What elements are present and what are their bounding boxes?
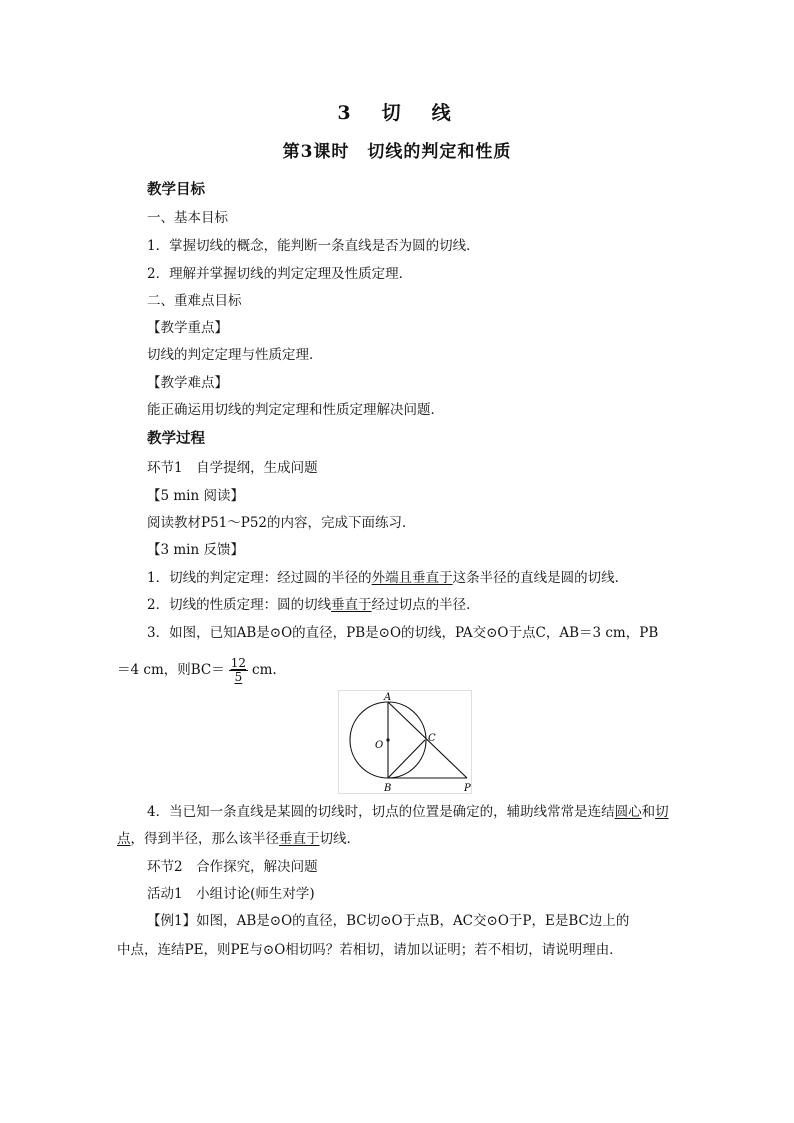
label-c: C: [428, 733, 436, 744]
feedback-label: 【3 min 反馈】: [147, 542, 244, 558]
fraction-numerator: 12: [230, 656, 247, 670]
question-2: [147, 595, 480, 615]
question-4-line-1: [147, 802, 669, 822]
question-4-answer-3: 垂直于: [279, 831, 320, 847]
question-3-line-2: [117, 657, 277, 684]
question-3-prefix: ＝4 cm，则BC＝: [117, 662, 225, 678]
key-point-label: 【教学重点】: [147, 320, 228, 336]
label-p: P: [464, 783, 471, 794]
question-4-answer-1: 圆心: [614, 804, 642, 820]
basic-goal-2: 2．理解并掌握切线的判定定理及性质定理．: [147, 266, 413, 282]
question-2-suffix: 经过切点的半径．: [371, 597, 480, 613]
difficulty-text: 能正确运用切线的判定定理和性质定理解决问题．: [147, 402, 444, 418]
question-3-unit: cm.: [252, 662, 277, 678]
question-4-line-2: [117, 829, 360, 849]
question-4-prefix: 4．当已知一条直线是某圆的切线时，切点的位置是确定的，辅助线常常是连结: [147, 804, 615, 820]
reading-text: 阅读教材P51～P52的内容，完成下面练习．: [147, 515, 416, 531]
step-2-heading: 环节2 合作探究，解决问题: [147, 859, 318, 875]
label-a: A: [384, 692, 392, 703]
lesson-subtitle: 第3课时 切线的判定和性质: [282, 142, 512, 162]
question-2-prefix: 2．切线的性质定理：圆的切线: [147, 597, 332, 613]
center-point: [386, 738, 389, 741]
question-4-answer-2b: 点: [117, 831, 131, 847]
label-o: O: [375, 740, 384, 751]
question-3-line-1: 3．如图，已知AB是⊙O的直径，PB是⊙O的切线，PA交⊙O于点C，AB＝3 cm，PB: [147, 625, 659, 641]
example-1-line-2: 中点，连结PE，则PE与⊙O相切吗？若相切，请加以证明；若不相切，请说明理由．: [117, 942, 623, 958]
key-goals-heading: 二、重难点目标: [147, 293, 242, 309]
circle-tangent-figure: [338, 690, 472, 794]
page-title: 3 切 线: [337, 102, 457, 124]
difficulty-label: 【教学难点】: [147, 375, 228, 391]
question-4-suffix: 切线．: [319, 831, 360, 847]
key-point-text: 切线的判定定理与性质定理．: [147, 347, 323, 363]
reading-label: 【5 min 阅读】: [147, 488, 244, 504]
question-1-answer: 外端且垂直于: [371, 570, 453, 586]
basic-goals-heading: 一、基本目标: [147, 210, 228, 226]
goals-heading: 教学目标: [147, 181, 205, 198]
activity-1-heading: 活动1 小组讨论(师生对学): [147, 886, 315, 902]
question-1: [147, 568, 628, 588]
fraction-denominator: 5: [234, 670, 243, 684]
question-3-answer-fraction: [229, 657, 248, 684]
basic-goal-1: 1．掌握切线的概念，能判断一条直线是否为圆的切线．: [147, 238, 480, 254]
chord-bc: [388, 740, 425, 778]
example-1-line-1: 【例1】如图，AB是⊙O的直径，BC切⊙O于点B，AC交⊙O于P，E是BC边上的: [147, 913, 630, 929]
step-1-heading: 环节1 自学提纲，生成问题: [147, 460, 318, 476]
question-4-and: 和: [641, 804, 656, 820]
label-b: B: [384, 783, 392, 794]
question-4-middle: ，得到半径，那么该半径: [130, 831, 279, 847]
process-heading: 教学过程: [147, 430, 205, 447]
question-4-answer-2a: 切: [655, 804, 669, 820]
question-1-suffix: 这条半径的直线是圆的切线．: [452, 570, 629, 586]
question-1-prefix: 1．切线的判定定理：经过圆的半径的: [147, 570, 372, 586]
question-2-answer: 垂直于: [331, 597, 372, 613]
